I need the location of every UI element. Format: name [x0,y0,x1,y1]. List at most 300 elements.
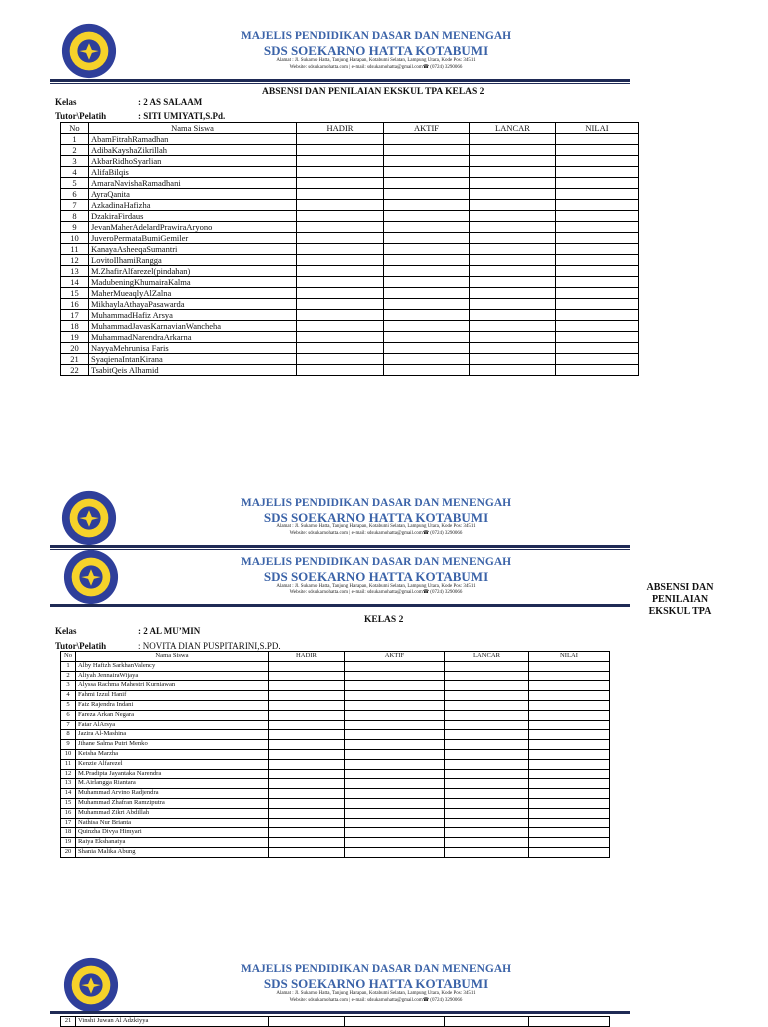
lancar-cell[interactable] [470,288,556,299]
aktif-cell[interactable] [345,769,445,779]
row-number: 7 [61,720,76,730]
nilai-cell[interactable] [556,354,639,365]
hadir-cell[interactable] [297,365,384,376]
hadir-cell[interactable] [297,321,384,332]
tutor-value: : SITI UMIYATI,S.Pd. [138,111,226,121]
hadir-cell[interactable] [269,730,345,740]
school-logo-icon [62,548,120,606]
school-logo [62,956,120,1014]
nilai-cell[interactable] [529,759,610,769]
table-row [61,798,610,808]
lancar-cell[interactable] [445,749,529,759]
nilai-cell[interactable] [529,769,610,779]
student-name: AmaraNavishaRamadhani [89,178,297,189]
hadir-cell[interactable] [269,779,345,789]
aktif-cell[interactable] [345,1017,445,1027]
lancar-cell[interactable] [470,343,556,354]
table-row [61,847,610,857]
hadir-cell[interactable] [297,156,384,167]
hadir-cell[interactable] [297,354,384,365]
student-name: KanayaAsheeqaSumantri [89,244,297,255]
nilai-cell[interactable] [556,299,639,310]
lancar-cell[interactable] [445,671,529,681]
hadir-cell[interactable] [297,343,384,354]
aktif-cell[interactable] [345,661,445,671]
aktif-cell[interactable] [384,134,470,145]
row-number: 12 [61,255,89,266]
header-rule [50,79,630,82]
nilai-cell[interactable] [556,211,639,222]
hadir-cell[interactable] [297,200,384,211]
table-row [61,730,610,740]
aktif-cell[interactable] [345,740,445,750]
row-number: 11 [61,244,89,255]
student-name: MadubeningKhumairaKalma [89,277,297,288]
attendance-table [60,122,639,376]
hadir-cell[interactable] [297,332,384,343]
lancar-cell[interactable] [470,222,556,233]
lancar-cell[interactable] [470,233,556,244]
side-title: ABSENSI DAN PENILAIAN EKSKUL TPA [646,582,714,617]
student-name: Nathisa Nur Brianta [76,818,269,828]
nilai-cell[interactable] [556,277,639,288]
student-name: JevanMaherAdelardPrawiraAryono [89,222,297,233]
nilai-cell[interactable] [556,255,639,266]
student-name: Quinzha Divya Himyari [76,828,269,838]
lancar-cell[interactable] [445,710,529,720]
hadir-cell[interactable] [297,277,384,288]
aktif-cell[interactable] [384,156,470,167]
school-logo [62,548,120,606]
lancar-cell[interactable] [445,779,529,789]
hadir-cell[interactable] [297,189,384,200]
table-row [61,255,639,266]
hadir-cell[interactable] [297,222,384,233]
lancar-cell[interactable] [470,321,556,332]
aktif-cell[interactable] [345,681,445,691]
table-header-row [61,652,610,662]
table-row [61,244,639,255]
aktif-cell[interactable] [345,818,445,828]
hadir-cell[interactable] [269,838,345,848]
lancar-cell[interactable] [445,838,529,848]
hadir-cell[interactable] [269,691,345,701]
hadir-cell[interactable] [297,255,384,266]
hadir-cell[interactable] [269,847,345,857]
student-name: Fareza Arkan Negara [76,710,269,720]
col-header: No [61,123,89,134]
table-row [61,167,639,178]
nilai-cell[interactable] [556,244,639,255]
student-name: Kenzie Alfarezel [76,759,269,769]
lancar-cell[interactable] [470,255,556,266]
student-name: Vinshi Juwan Al Adzkiyya [76,1017,269,1027]
lancar-cell[interactable] [470,299,556,310]
hadir-cell[interactable] [297,266,384,277]
lancar-cell[interactable] [445,720,529,730]
nilai-cell[interactable] [529,700,610,710]
table-row [61,288,639,299]
hadir-cell[interactable] [269,671,345,681]
hadir-cell[interactable] [269,769,345,779]
student-name: AdibaKayshaZikrillah [89,145,297,156]
student-name: MikhaylaAthayaPasawarda [89,299,297,310]
nilai-cell[interactable] [529,847,610,857]
student-name: AzkadinaHafizha [89,200,297,211]
aktif-cell[interactable] [345,779,445,789]
hadir-cell[interactable] [269,798,345,808]
aktif-cell[interactable] [384,354,470,365]
student-name: Fatar AlArsya [76,720,269,730]
lancar-cell[interactable] [445,1017,529,1027]
school-logo-icon [60,489,118,547]
kelas-label: Kelas [55,626,77,636]
nilai-cell[interactable] [556,321,639,332]
aktif-cell[interactable] [345,749,445,759]
hadir-cell[interactable] [269,789,345,799]
table-row [61,310,639,321]
header-school-name: SDS SOEKARNO HATTA KOTABUMI [263,510,489,525]
row-number: 13 [61,266,89,277]
table-row [61,211,639,222]
table-row [61,145,639,156]
table-row [61,759,610,769]
student-name: SyaqienaIntanKirana [89,354,297,365]
aktif-cell[interactable] [384,343,470,354]
nilai-cell[interactable] [529,749,610,759]
nilai-cell[interactable] [529,681,610,691]
lancar-cell[interactable] [470,211,556,222]
header-rule [50,1011,630,1014]
student-name: AkbarRidhoSyarlian [89,156,297,167]
lancar-cell[interactable] [445,681,529,691]
table-row [61,710,610,720]
nilai-cell[interactable] [529,798,610,808]
lancar-cell[interactable] [445,828,529,838]
lancar-cell[interactable] [445,700,529,710]
table-row [61,233,639,244]
hadir-cell[interactable] [269,759,345,769]
table-row [61,354,639,365]
row-number: 22 [61,365,89,376]
row-number: 13 [61,779,76,789]
nilai-cell[interactable] [529,838,610,848]
lancar-cell[interactable] [470,310,556,321]
table-row [61,828,610,838]
col-header: Nama Siswa [76,652,269,662]
lancar-cell[interactable] [445,798,529,808]
row-number: 14 [61,789,76,799]
lancar-cell[interactable] [445,661,529,671]
lancar-cell[interactable] [470,332,556,343]
aktif-cell[interactable] [384,277,470,288]
nilai-cell[interactable] [556,343,639,354]
nilai-cell[interactable] [529,691,610,701]
aktif-cell[interactable] [345,798,445,808]
table-row [61,343,639,354]
hadir-cell[interactable] [269,1017,345,1027]
row-number: 18 [61,828,76,838]
lancar-cell[interactable] [445,818,529,828]
table-row [61,661,610,671]
student-name: MaherMueaqlyAlZalna [89,288,297,299]
table-row [61,299,639,310]
nilai-cell[interactable] [529,779,610,789]
aktif-cell[interactable] [345,671,445,681]
student-name: M.Airlangga Riantara [76,779,269,789]
lancar-cell[interactable] [445,691,529,701]
nilai-cell[interactable] [529,720,610,730]
row-number: 21 [61,1017,76,1027]
hadir-cell[interactable] [269,661,345,671]
row-number: 8 [61,730,76,740]
row-number: 5 [61,700,76,710]
table-row [61,365,639,376]
table-row [61,720,610,730]
aktif-cell[interactable] [384,222,470,233]
kelas-label: Kelas [55,97,77,107]
hadir-cell[interactable] [297,167,384,178]
tutor-label: Tutor\Pelatih [55,641,107,651]
nilai-cell[interactable] [529,808,610,818]
nilai-cell[interactable] [529,710,610,720]
row-number: 16 [61,299,89,310]
lancar-cell[interactable] [470,134,556,145]
nilai-cell[interactable] [556,178,639,189]
nilai-cell[interactable] [556,310,639,321]
hadir-cell[interactable] [297,288,384,299]
hadir-cell[interactable] [297,134,384,145]
nilai-cell[interactable] [556,167,639,178]
aktif-cell[interactable] [345,730,445,740]
student-name: MuhammadHafiz Arsya [89,310,297,321]
aktif-cell[interactable] [384,310,470,321]
student-name: Keisha Marzha [76,749,269,759]
col-header: No [61,652,76,662]
lancar-cell[interactable] [445,808,529,818]
attendance-table [60,1016,610,1027]
hadir-cell[interactable] [269,700,345,710]
hadir-cell[interactable] [297,233,384,244]
table-row [61,779,610,789]
row-number: 6 [61,710,76,720]
hadir-cell[interactable] [269,681,345,691]
lancar-cell[interactable] [445,847,529,857]
aktif-cell[interactable] [384,365,470,376]
aktif-cell[interactable] [384,200,470,211]
nilai-cell[interactable] [556,134,639,145]
aktif-cell[interactable] [345,828,445,838]
aktif-cell[interactable] [384,167,470,178]
row-number: 7 [61,200,89,211]
nilai-cell[interactable] [556,156,639,167]
hadir-cell[interactable] [269,720,345,730]
nilai-cell[interactable] [529,818,610,828]
nilai-cell[interactable] [556,288,639,299]
hadir-cell[interactable] [269,808,345,818]
lancar-cell[interactable] [470,266,556,277]
header-rule-thin [50,549,630,550]
header-address: Alamat : Jl. Sukarno Hatta, Tanjung Harapan, Kotabumi Selatan, Lampung Utara, Kode Pos: 34511 [276,991,476,996]
nilai-cell[interactable] [529,740,610,750]
hadir-cell[interactable] [297,244,384,255]
table-row [61,200,639,211]
header-website: Website: sdsukarnohatta.com | e-mail: sdsukarnohatta@gmail.com☎ (0724) 3290066 [289,998,463,1003]
header-foundation: MAJELIS PENDIDIKAN DASAR DAN MENENGAH [240,963,512,975]
row-number: 18 [61,321,89,332]
lancar-cell[interactable] [470,156,556,167]
aktif-cell[interactable] [384,332,470,343]
row-number: 19 [61,838,76,848]
aktif-cell[interactable] [384,145,470,156]
student-name: Jazira Al-Mashina [76,730,269,740]
row-number: 21 [61,354,89,365]
aktif-cell[interactable] [345,759,445,769]
table-row [61,838,610,848]
student-name: MuhammadJavasKarnavianWancheha [89,321,297,332]
lancar-cell[interactable] [470,167,556,178]
school-logo [60,22,118,80]
school-logo-icon [62,956,120,1014]
nilai-cell[interactable] [556,332,639,343]
student-name: JuveroPermataBumiGemiler [89,233,297,244]
aktif-cell[interactable] [345,808,445,818]
table-header-row [61,123,639,134]
aktif-cell[interactable] [384,211,470,222]
nilai-cell[interactable] [556,222,639,233]
lancar-cell[interactable] [470,354,556,365]
student-name: Faiz Rajendra Indani [76,700,269,710]
nilai-cell[interactable] [529,828,610,838]
lancar-cell[interactable] [470,277,556,288]
aktif-cell[interactable] [384,266,470,277]
header-school-name: SDS SOEKARNO HATTA KOTABUMI [263,43,489,58]
student-name: AlifaBilqis [89,167,297,178]
table-row [61,691,610,701]
lancar-cell[interactable] [445,789,529,799]
nilai-cell[interactable] [556,266,639,277]
row-number: 2 [61,145,89,156]
student-name: M.ZhafirAlfarezel(pindahan) [89,266,297,277]
nilai-cell[interactable] [556,145,639,156]
aktif-cell[interactable] [384,299,470,310]
row-number: 14 [61,277,89,288]
nilai-cell[interactable] [556,200,639,211]
table-row [61,818,610,828]
nilai-cell[interactable] [529,730,610,740]
tutor-label: Tutor\Pelatih [55,111,107,121]
aktif-cell[interactable] [345,847,445,857]
lancar-cell[interactable] [470,365,556,376]
table-row [61,769,610,779]
lancar-cell[interactable] [445,759,529,769]
header-rule [50,545,630,548]
col-header: AKTIF [384,123,470,134]
aktif-cell[interactable] [384,321,470,332]
row-number: 15 [61,798,76,808]
table-row [61,671,610,681]
student-name: Muhammad Zikri Abdillah [76,808,269,818]
row-number: 6 [61,189,89,200]
nilai-cell[interactable] [556,233,639,244]
header-school-name: SDS SOEKARNO HATTA KOTABUMI [263,569,489,584]
row-number: 20 [61,847,76,857]
nilai-cell[interactable] [556,365,639,376]
aktif-cell[interactable] [384,255,470,266]
lancar-cell[interactable] [470,244,556,255]
lancar-cell[interactable] [470,200,556,211]
table-row [61,740,610,750]
lancar-cell[interactable] [445,740,529,750]
aktif-cell[interactable] [345,720,445,730]
hadir-cell[interactable] [297,310,384,321]
hadir-cell[interactable] [297,299,384,310]
hadir-cell[interactable] [269,740,345,750]
lancar-cell[interactable] [445,730,529,740]
nilai-cell[interactable] [529,671,610,681]
aktif-cell[interactable] [345,838,445,848]
aktif-cell[interactable] [345,691,445,701]
row-number: 1 [61,134,89,145]
header-rule-thin [50,83,630,84]
student-name: LovitoIlhamiRangga [89,255,297,266]
aktif-cell[interactable] [384,233,470,244]
student-name: M.Pradipta Jayantaka Narendra [76,769,269,779]
nilai-cell[interactable] [529,661,610,671]
hadir-cell[interactable] [269,828,345,838]
row-number: 17 [61,818,76,828]
hadir-cell[interactable] [269,818,345,828]
nilai-cell[interactable] [556,189,639,200]
student-name: Alby Hafizh SarkhanValency [76,661,269,671]
row-number: 17 [61,310,89,321]
table-row [61,134,639,145]
col-header: NILAI [556,123,639,134]
lancar-cell[interactable] [445,769,529,779]
aktif-cell[interactable] [384,178,470,189]
hadir-cell[interactable] [269,749,345,759]
aktif-cell[interactable] [384,288,470,299]
aktif-cell[interactable] [345,789,445,799]
row-number: 20 [61,343,89,354]
student-name: Jihane Salma Putri Menko [76,740,269,750]
row-number: 16 [61,808,76,818]
aktif-cell[interactable] [345,700,445,710]
nilai-cell[interactable] [529,789,610,799]
tutor-value: : NOVITA DIAN PUSPITARINI,S.PD. [138,641,281,651]
table-row [61,266,639,277]
hadir-cell[interactable] [297,211,384,222]
row-number: 11 [61,759,76,769]
hadir-cell[interactable] [297,178,384,189]
kelas-value: : 2 AL MU’MIN [138,626,201,636]
student-name: Aliyah JennairaWijaya [76,671,269,681]
lancar-cell[interactable] [470,189,556,200]
row-number: 8 [61,211,89,222]
table-row [61,277,639,288]
student-name: AbamFitrahRamadhan [89,134,297,145]
col-header: HADIR [297,123,384,134]
student-name: Muhammad Arvino Radjendra [76,789,269,799]
aktif-cell[interactable] [345,710,445,720]
lancar-cell[interactable] [470,145,556,156]
aktif-cell[interactable] [384,244,470,255]
nilai-cell[interactable] [529,1017,610,1027]
aktif-cell[interactable] [384,189,470,200]
hadir-cell[interactable] [297,145,384,156]
hadir-cell[interactable] [269,710,345,720]
lancar-cell[interactable] [470,178,556,189]
